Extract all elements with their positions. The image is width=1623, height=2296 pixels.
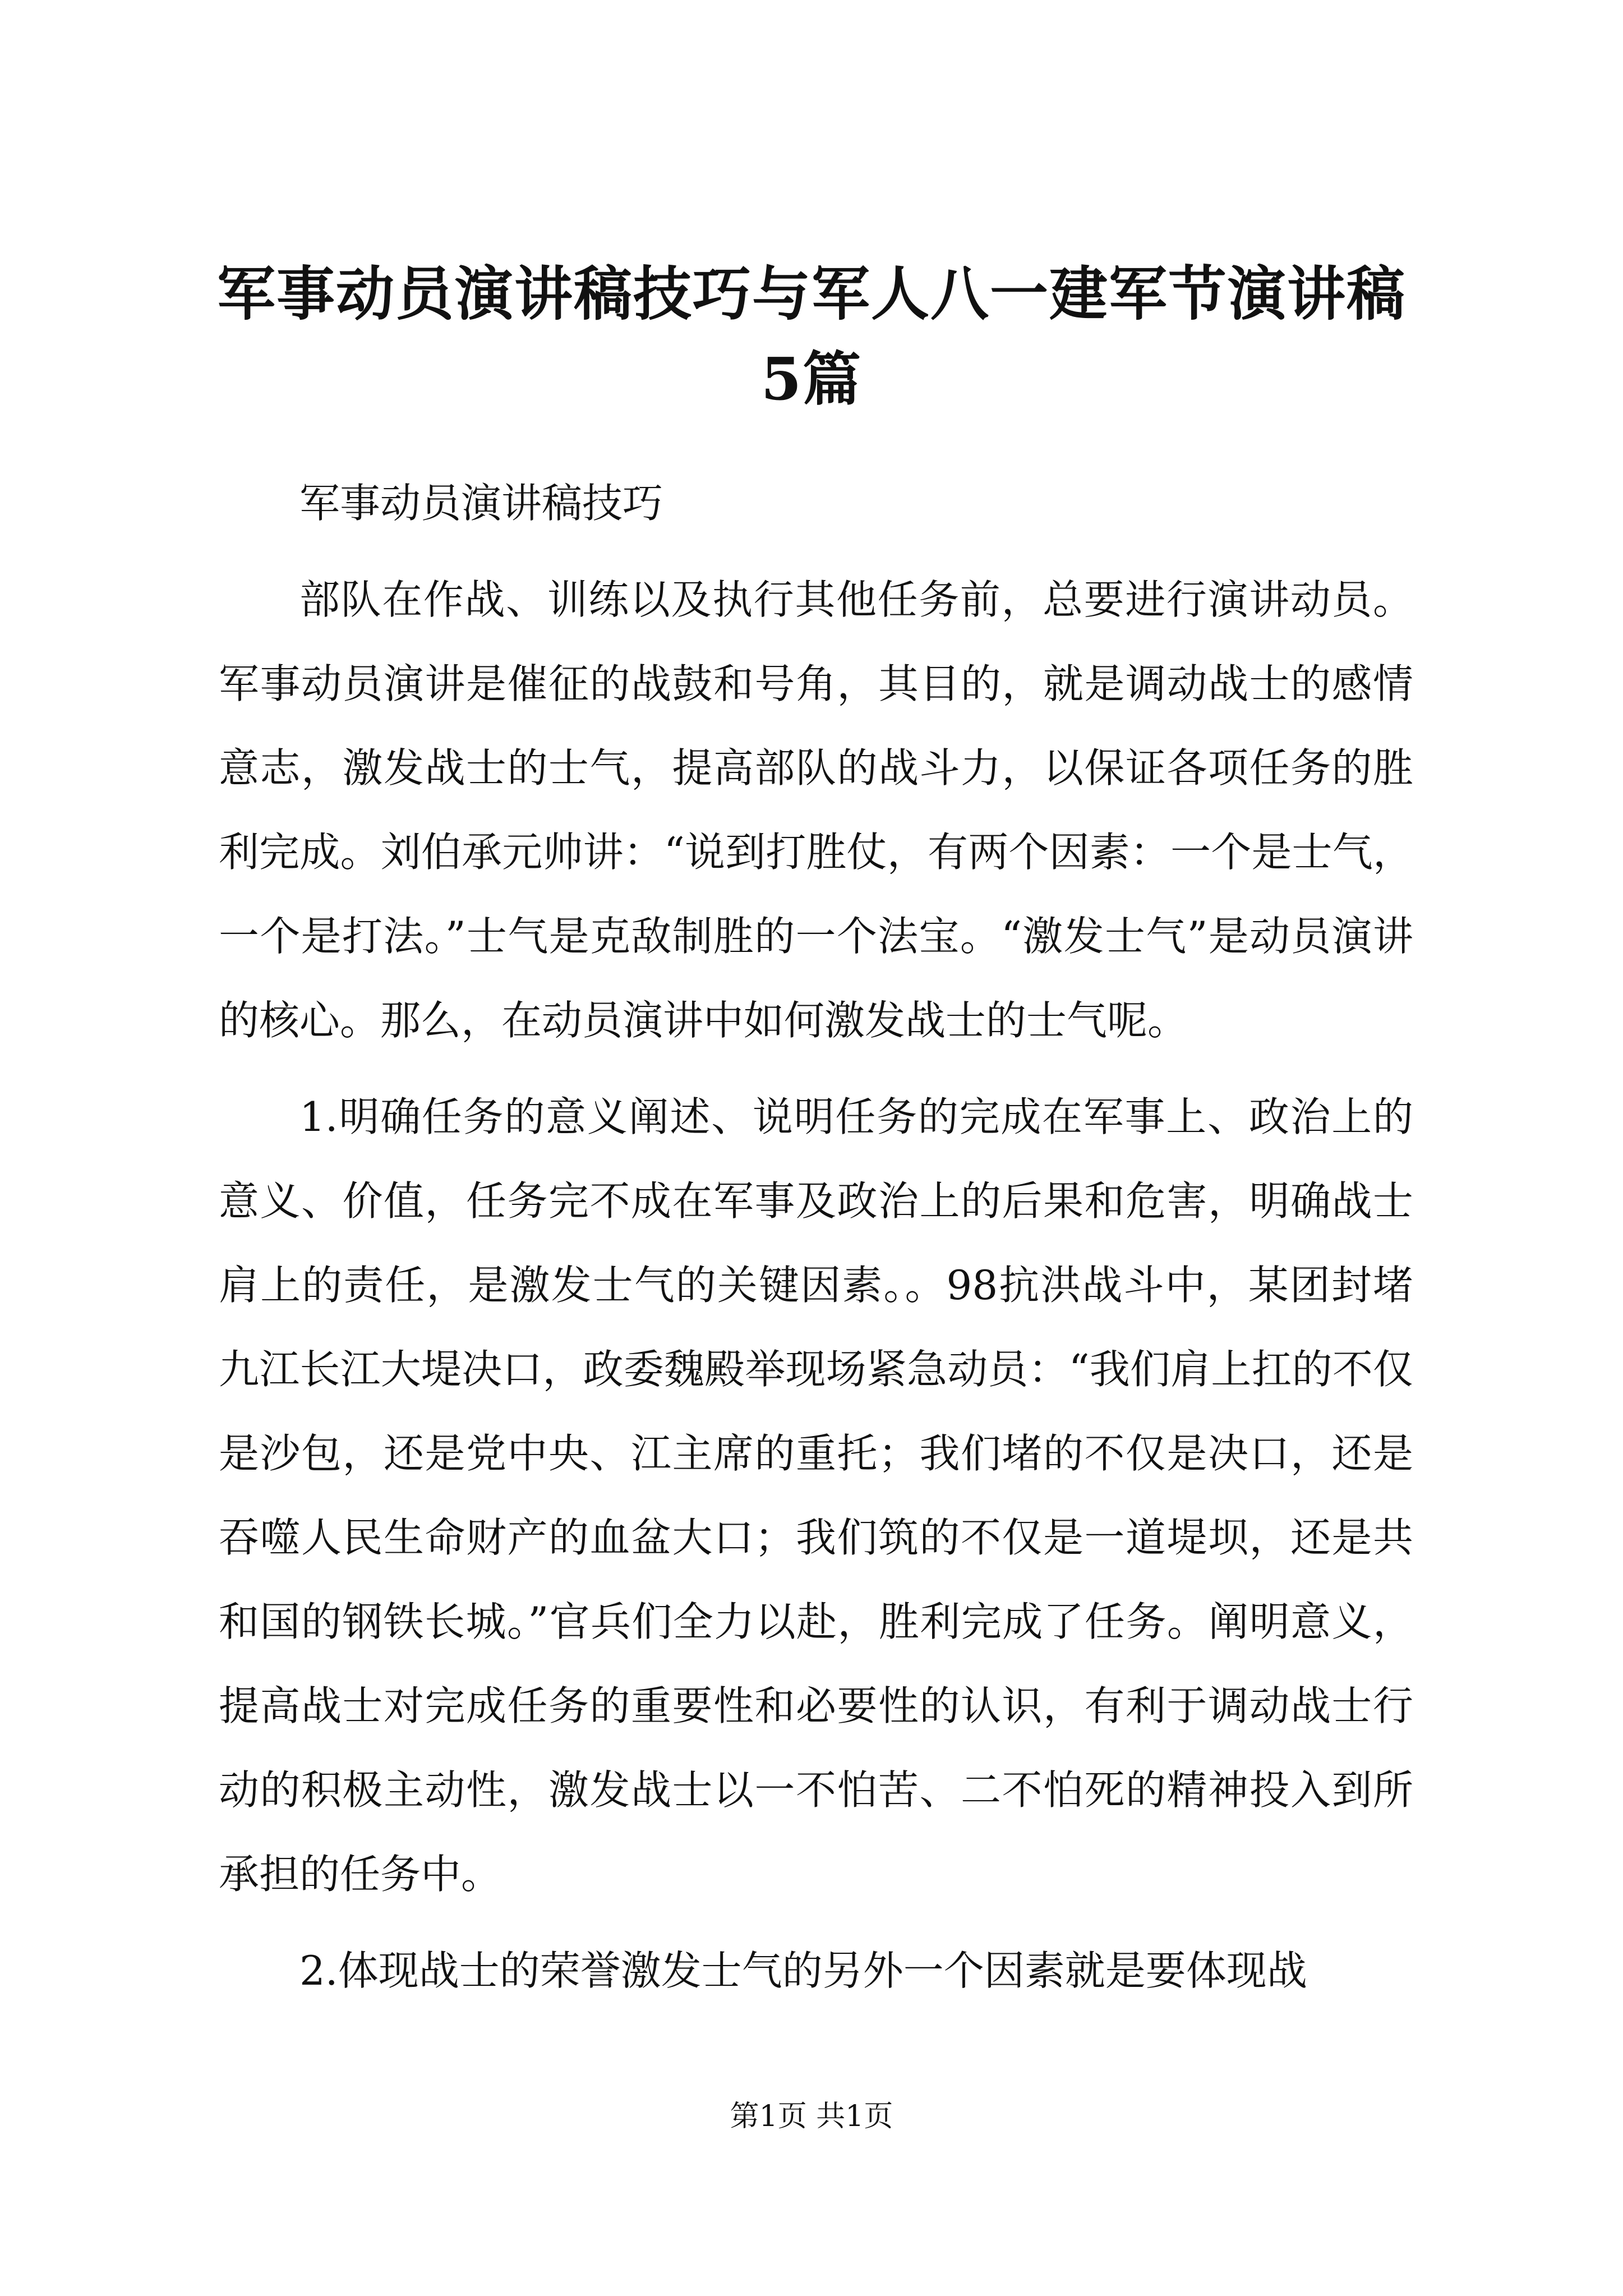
body-paragraph-point-2: 2.体现战士的荣誉激发士气的另外一个因素就是要体现战 [299, 1947, 1307, 1994]
document-title-line-2: 5篇 [760, 344, 863, 413]
body-paragraph-intro: 部队在作战、训练以及执行其他任务前，总要进行演讲动员。军事动员演讲是催征的战鼓和号角，其目的，就是调动战士的感情意志，激发战士的士气，提高部队的战斗力，以保证各项任务的胜利完成。刘伯承元帅讲：“说到打胜仗，有两个因素：一个是士气，一个是打法。”士气是克敌制胜的一个法宝。“激发士气”是动员演讲的核心。那么，在动员演讲中如何激发战士的士气呢。 [219, 576, 1413, 1044]
page-number-footer: 第1页 共1页 [730, 2100, 893, 2133]
section-heading: 军事动员演讲稿技巧 [299, 480, 663, 527]
document-title-line-1: 军事动员演讲稿技巧与军人八一建军节演讲稿 [216, 259, 1406, 328]
document-title [157, 251, 1466, 422]
document-body [219, 461, 1413, 2025]
body-paragraph-point-1: 1.明确任务的意义阐述、说明任务的完成在军事上、政治上的意义、价值，任务完不成在军事及政治上的后果和危害，明确战士肩上的责任，是激发士气的关键因素。。98抗洪战斗中，某团封堵九江长江大堤决口，政委魏殿举现场紧急动员：“我们肩上扛的不仅是沙包，还是党中央、江主席的重托；我们堵的不仅是决口，还是吞噬人民生命财产的血盆大口；我们筑的不仅是一道堤坝，还是共和国的钢铁长城。”官兵们全力以赴，胜利完成了任务。阐明意义，提高战士对完成任务的重要性和必要性的认识，有利于调动战士行动的积极主动性，激发战士以一不怕苦、二不怕死的精神投入到所承担的任务中。 [219, 1093, 1413, 1898]
